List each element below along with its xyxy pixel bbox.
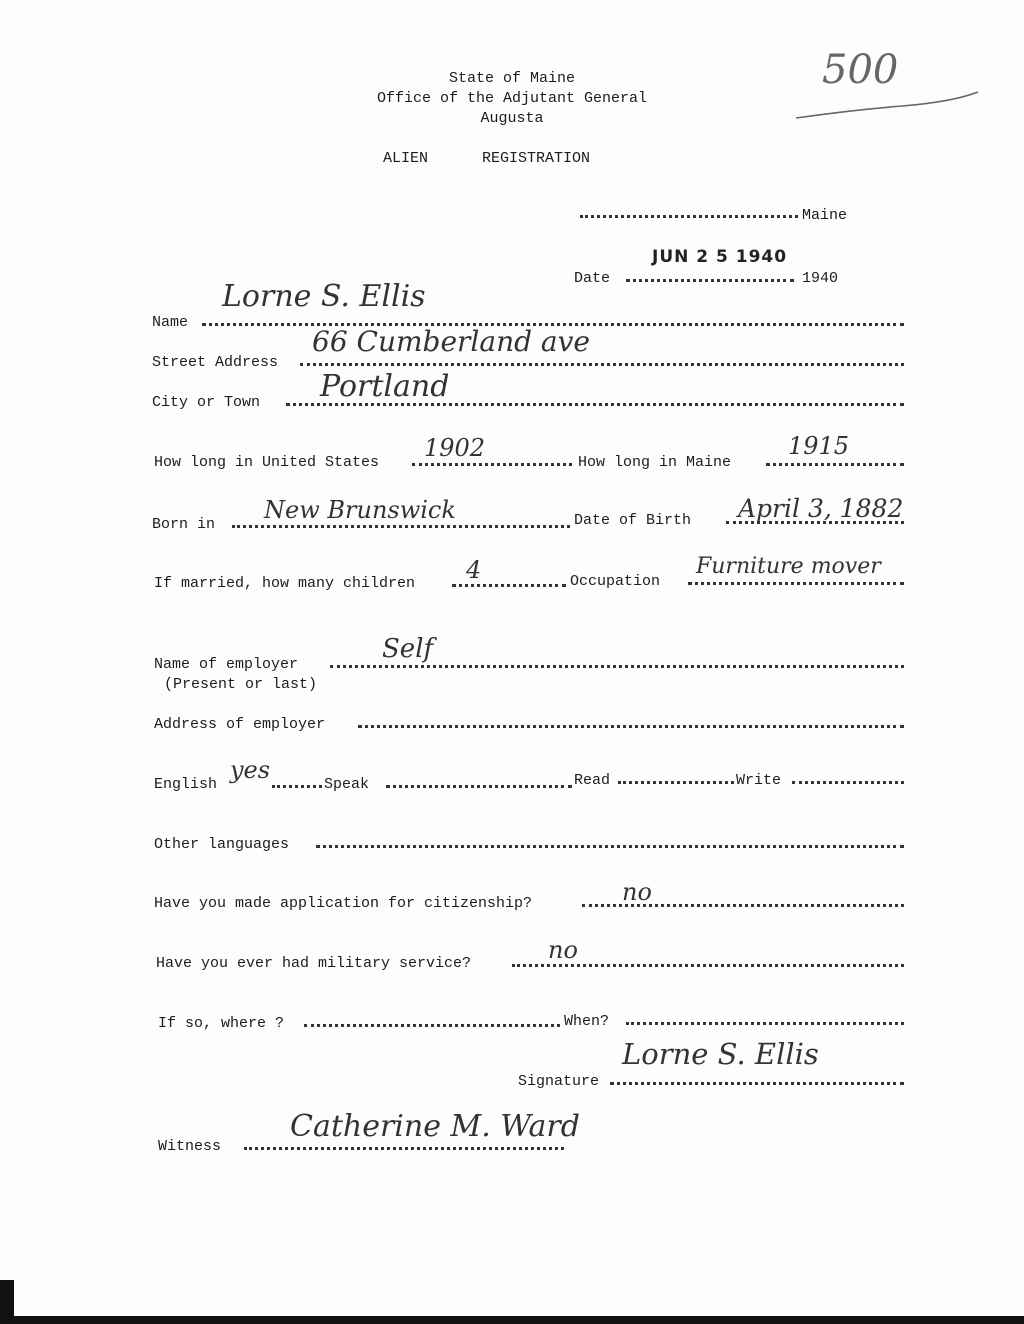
city-label: City or Town — [152, 394, 261, 411]
file-number-underline — [792, 86, 982, 126]
read-line — [618, 778, 734, 784]
date-stamp: JUN 2 5 1940 — [652, 247, 788, 267]
children-value: 4 — [466, 556, 482, 584]
english-line — [272, 782, 322, 788]
citizenship-value: no — [622, 878, 652, 906]
where-label: If so, where ? — [158, 1015, 285, 1032]
street-value: 66 Cumberland ave — [312, 325, 591, 358]
years-us-label: How long in United States — [154, 454, 380, 471]
english-value: yes — [230, 756, 271, 784]
when-line — [626, 1019, 904, 1025]
occupation-line — [688, 579, 904, 585]
date-line — [626, 276, 794, 282]
years-maine-value: 1915 — [788, 432, 850, 460]
years-us-value: 1902 — [424, 434, 486, 462]
military-label: Have you ever had military service? — [156, 955, 472, 972]
header-city: Augusta — [480, 110, 544, 127]
employer-address-line — [358, 722, 904, 728]
born-in-value: New Brunswick — [264, 496, 456, 524]
other-languages-label: Other languages — [154, 836, 290, 853]
witness-value: Catherine M. Ward — [290, 1109, 580, 1144]
employer-sublabel: (Present or last) — [164, 676, 318, 693]
header-state: State of Maine — [448, 70, 576, 87]
date-label: Date — [574, 270, 611, 287]
place-line — [580, 212, 798, 218]
occupation-label: Occupation — [570, 573, 661, 590]
scan-bottom-edge — [0, 1316, 1024, 1324]
dob-value: April 3, 1882 — [738, 494, 904, 523]
where-line — [304, 1021, 560, 1027]
signature-label: Signature — [518, 1073, 600, 1090]
header-office: Office of the Adjutant General — [376, 90, 648, 107]
years-maine-line — [766, 460, 904, 466]
occupation-value: Furniture mover — [696, 554, 881, 579]
when-label: When? — [564, 1013, 610, 1030]
years-maine-label: How long in Maine — [578, 454, 732, 471]
other-languages-line — [316, 842, 904, 848]
place-suffix: Maine — [802, 207, 848, 224]
date-year: 1940 — [802, 270, 839, 287]
speak-label: Speak — [324, 776, 370, 793]
employer-value: Self — [382, 634, 434, 664]
witness-label: Witness — [158, 1138, 222, 1155]
employer-address-label: Address of employer — [154, 716, 326, 733]
signature-line — [610, 1079, 904, 1085]
signature-value: Lorne S. Ellis — [622, 1037, 819, 1071]
write-line — [792, 778, 904, 784]
children-label: If married, how many children — [154, 575, 416, 592]
speak-line — [386, 782, 572, 788]
street-label: Street Address — [152, 354, 279, 371]
write-label: Write — [736, 772, 782, 789]
read-label: Read — [574, 772, 611, 789]
city-value: Portland — [320, 369, 450, 404]
title-alien: ALIEN — [383, 150, 429, 167]
title-registration: REGISTRATION — [482, 150, 591, 167]
english-label: English — [154, 776, 218, 793]
file-number: 500 — [822, 47, 899, 93]
witness-line — [244, 1144, 564, 1150]
name-label: Name — [152, 314, 189, 331]
dob-label: Date of Birth — [574, 512, 692, 529]
military-value: no — [548, 936, 578, 964]
name-value: Lorne S. Ellis — [222, 279, 426, 314]
street-line — [300, 360, 904, 366]
employer-label: Name of employer — [154, 656, 299, 673]
citizenship-label: Have you made application for citizenship? — [154, 895, 533, 912]
born-in-label: Born in — [152, 516, 216, 533]
